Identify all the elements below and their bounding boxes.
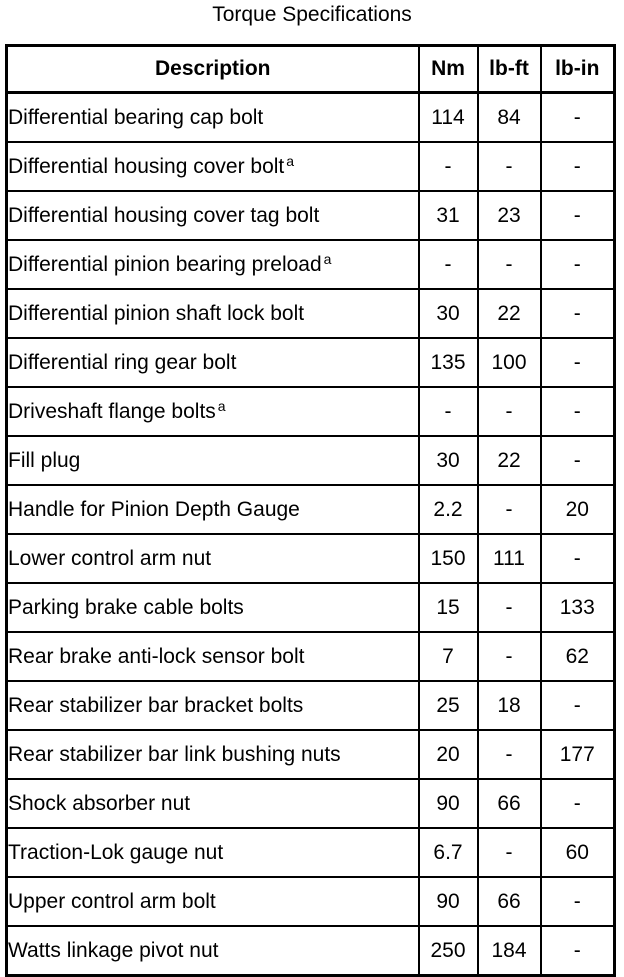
description-text: Driveshaft flange bolts [8,399,216,423]
description-text: Differential bearing cap bolt [8,105,264,129]
table-row [7,583,615,632]
lbin-cell: 133 [541,583,615,632]
table-row [7,632,615,681]
lbft-cell: - [478,632,541,681]
table-row [7,338,615,387]
description-text: Rear stabilizer bar link bushing nuts [8,742,341,766]
table-row [7,142,615,191]
lbft-cell: - [478,828,541,877]
description-cell [7,485,419,534]
lbft-cell: 23 [478,191,541,240]
description-cell [7,240,419,289]
table-row [7,877,615,926]
description-text: Differential housing cover tag bolt [8,203,320,227]
nm-cell: 20 [419,730,478,779]
table-row [7,485,615,534]
nm-cell: - [419,142,478,191]
table-body [7,93,615,976]
table-row [7,93,615,143]
lbft-cell: - [478,387,541,436]
torque-specifications-table [5,44,616,977]
description-cell [7,926,419,976]
description-cell [7,681,419,730]
description-text: Upper control arm bolt [8,889,216,913]
lbin-cell: - [541,681,615,730]
nm-cell: 2.2 [419,485,478,534]
description-text: Traction-Lok gauge nut [8,840,224,864]
description-text: Differential pinion bearing preload [8,252,322,276]
table-row [7,289,615,338]
nm-cell: 30 [419,436,478,485]
nm-cell: 250 [419,926,478,976]
table-row [7,926,615,976]
footnote-marker: a [217,397,226,414]
table-row [7,191,615,240]
description-text: Watts linkage pivot nut [8,938,219,962]
description-cell [7,338,419,387]
nm-cell: 6.7 [419,828,478,877]
lbin-cell: - [541,191,615,240]
nm-cell: 7 [419,632,478,681]
lbft-cell: 184 [478,926,541,976]
lbin-cell: - [541,877,615,926]
table-row [7,240,615,289]
description-cell [7,583,419,632]
description-cell [7,779,419,828]
lbin-cell: 62 [541,632,615,681]
lbin-cell: 20 [541,485,615,534]
lbin-cell: - [541,93,615,143]
lbft-cell: 84 [478,93,541,143]
lbft-cell: 100 [478,338,541,387]
table-row [7,436,615,485]
nm-cell: 90 [419,779,478,828]
nm-cell: 114 [419,93,478,143]
lbin-cell: - [541,240,615,289]
lbin-cell: 177 [541,730,615,779]
table-row [7,828,615,877]
table-header [7,46,615,93]
table-row [7,387,615,436]
lbft-cell: 111 [478,534,541,583]
description-cell [7,93,419,143]
description-cell [7,436,419,485]
lbft-cell: - [478,142,541,191]
lbft-cell: 22 [478,436,541,485]
table-row [7,681,615,730]
lbin-cell: - [541,338,615,387]
lbft-cell: 66 [478,779,541,828]
lbft-cell: 22 [478,289,541,338]
column-header-lbft: lb-ft [478,46,541,93]
footnote-marker: a [286,152,295,169]
nm-cell: - [419,240,478,289]
nm-cell: 135 [419,338,478,387]
table-row [7,779,615,828]
lbft-cell: 66 [478,877,541,926]
description-cell [7,828,419,877]
nm-cell: 31 [419,191,478,240]
column-header-nm: Nm [419,46,478,93]
description-cell [7,534,419,583]
table-caption: Torque Specifications [212,3,412,26]
description-cell [7,387,419,436]
description-text: Differential pinion shaft lock bolt [8,301,305,325]
column-header-description: Description [7,46,419,93]
lbin-cell: - [541,142,615,191]
lbin-cell: - [541,289,615,338]
lbin-cell: - [541,779,615,828]
description-text: Shock absorber nut [8,791,191,815]
description-text: Rear brake anti-lock sensor bolt [8,644,305,668]
description-cell [7,730,419,779]
lbin-cell: - [541,926,615,976]
nm-cell: 25 [419,681,478,730]
description-text: Fill plug [8,448,81,472]
lbft-cell: - [478,240,541,289]
nm-cell: 15 [419,583,478,632]
lbin-cell: - [541,387,615,436]
lbin-cell: - [541,534,615,583]
nm-cell: 30 [419,289,478,338]
lbft-cell: - [478,730,541,779]
description-cell [7,142,419,191]
column-header-lbin: lb-in [541,46,615,93]
description-text: Handle for Pinion Depth Gauge [8,497,300,521]
header-row [7,46,615,93]
lbin-cell: 60 [541,828,615,877]
description-text: Rear stabilizer bar bracket bolts [8,693,304,717]
description-cell [7,632,419,681]
description-cell [7,877,419,926]
description-text: Parking brake cable bolts [8,595,244,619]
lbin-cell: - [541,436,615,485]
table-row [7,730,615,779]
description-text: Differential housing cover bolt [8,154,285,178]
table-row [7,534,615,583]
description-text: Differential ring gear bolt [8,350,237,374]
nm-cell: 90 [419,877,478,926]
footnote-marker: a [323,250,332,267]
description-text: Lower control arm nut [8,546,212,570]
description-cell [7,191,419,240]
lbft-cell: - [478,583,541,632]
lbft-cell: - [478,485,541,534]
lbft-cell: 18 [478,681,541,730]
nm-cell: - [419,387,478,436]
nm-cell: 150 [419,534,478,583]
description-cell [7,289,419,338]
